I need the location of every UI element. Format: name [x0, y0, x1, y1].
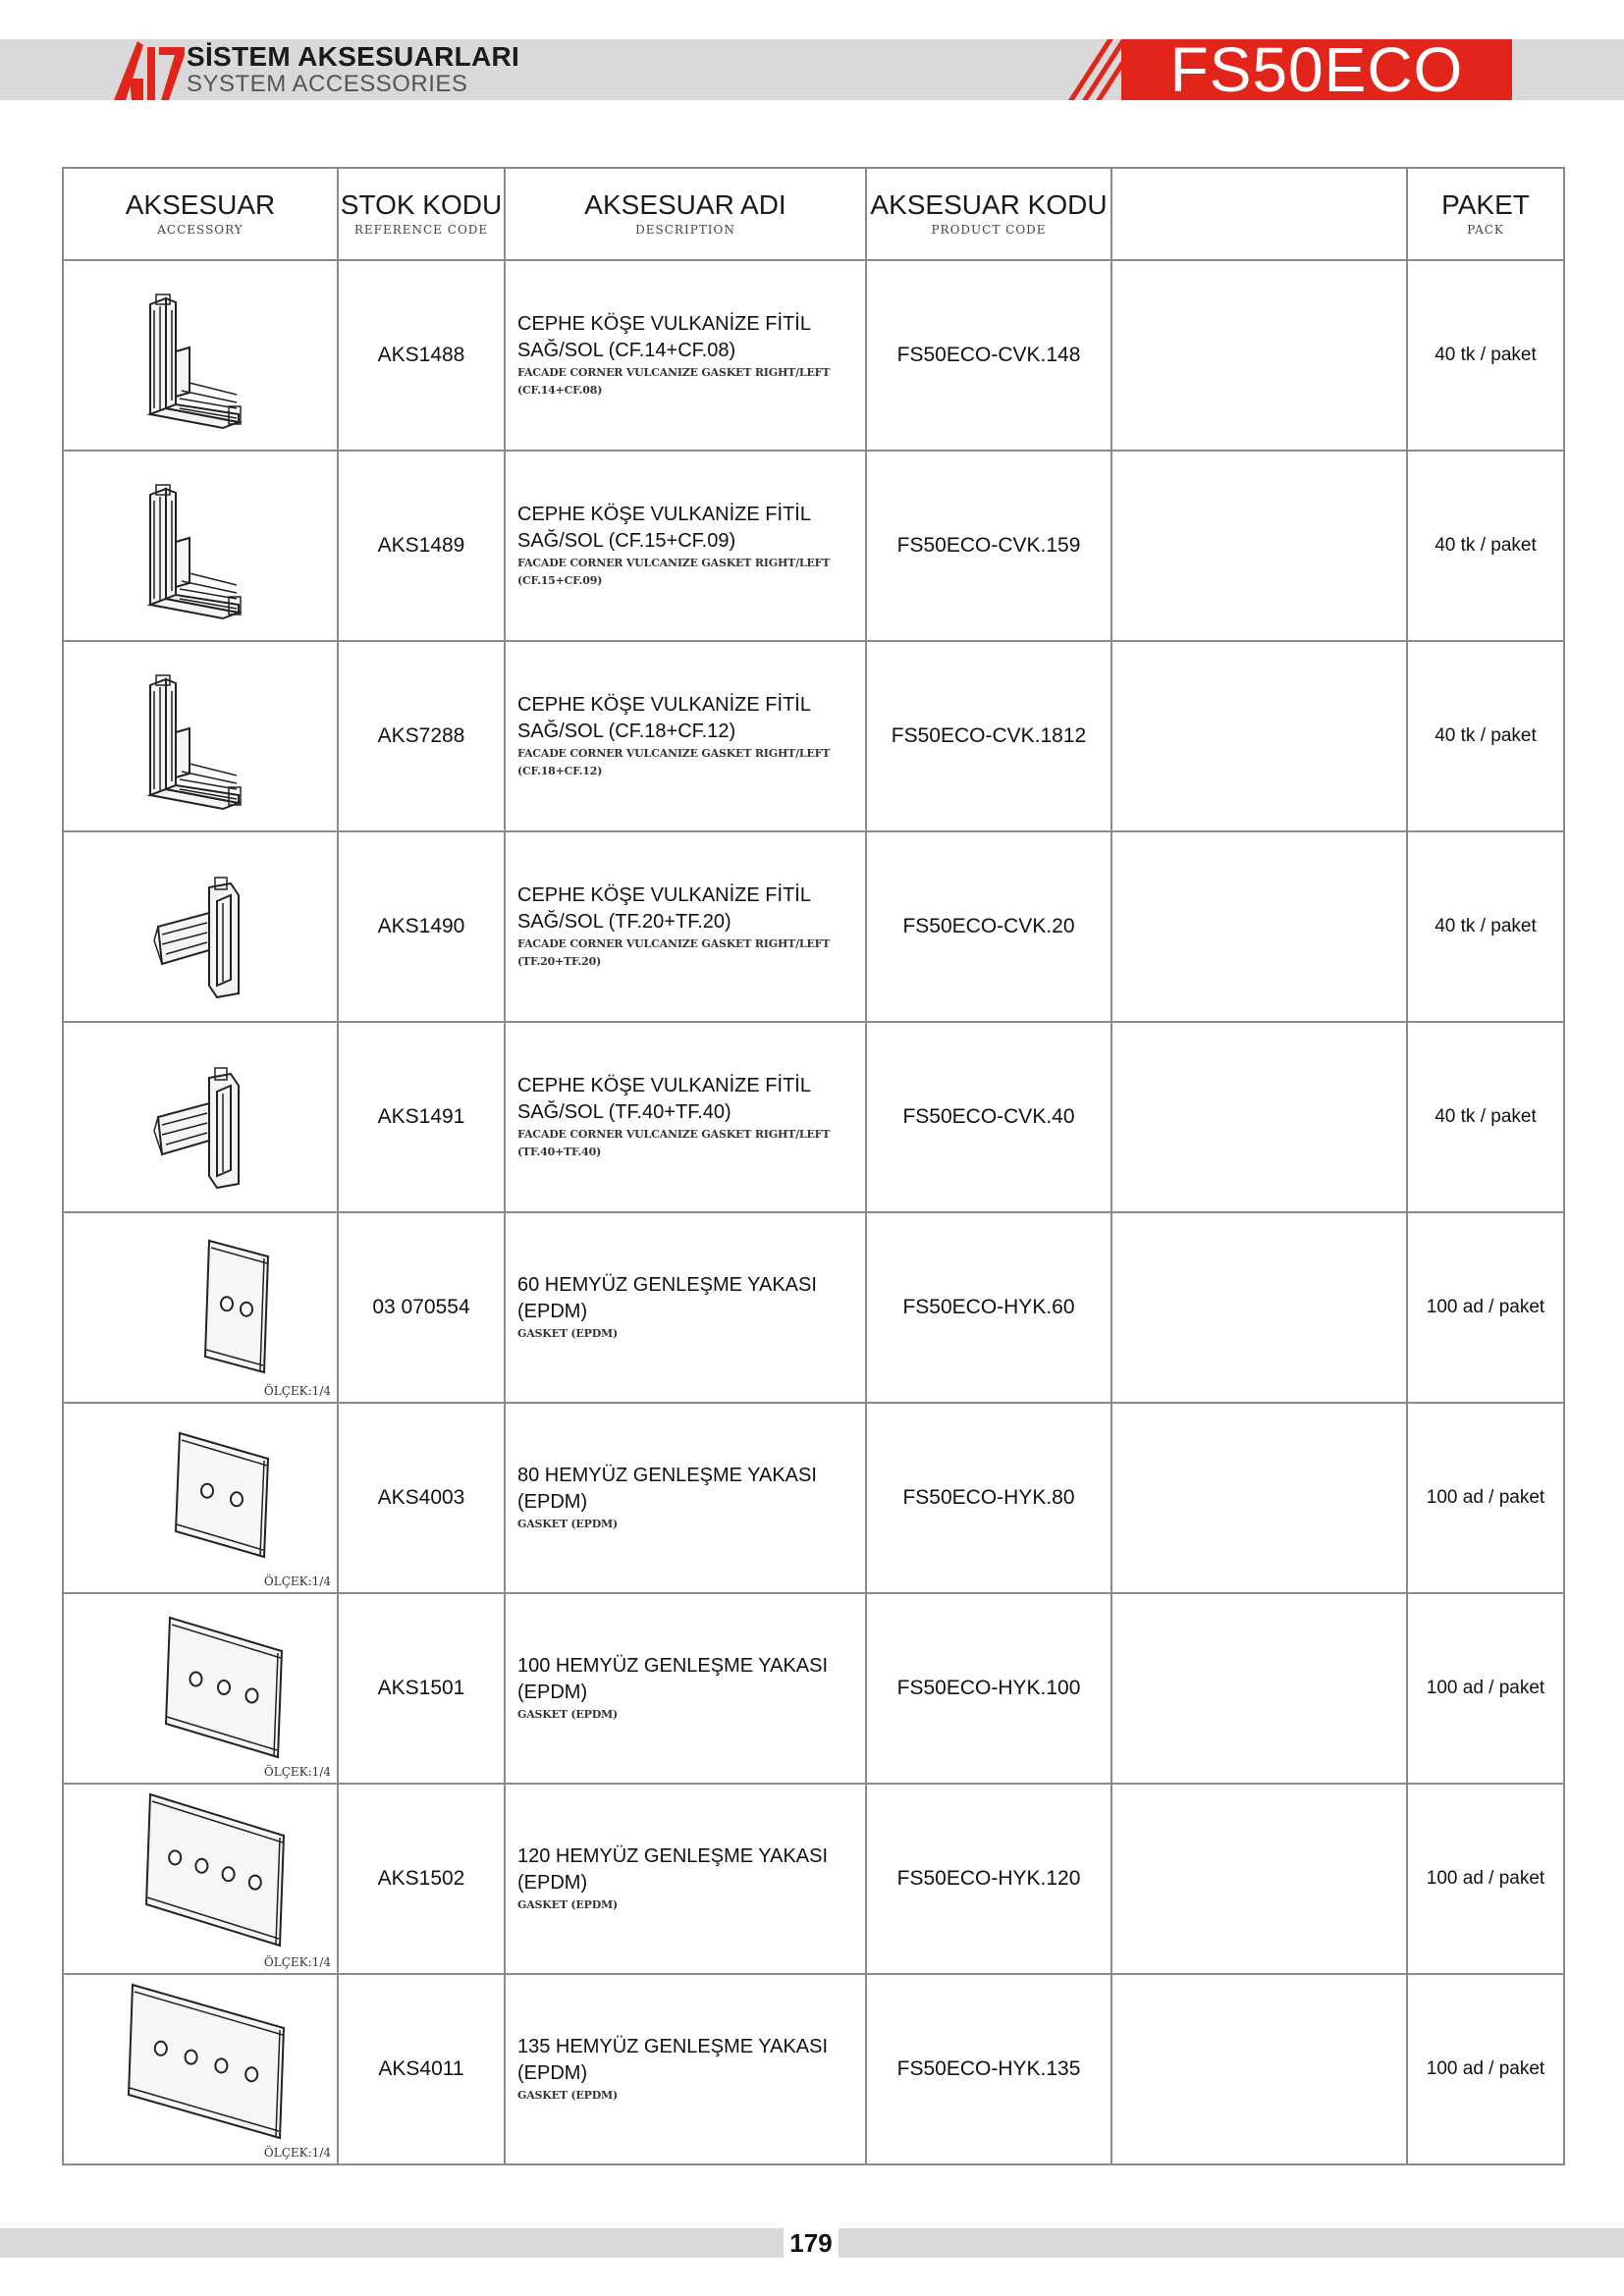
stock-code: AKS1488	[338, 260, 505, 451]
pack-quantity: 40 tk / paket	[1407, 831, 1564, 1022]
table-row	[63, 1974, 1564, 2164]
product-code: FS50ECO-CVK.40	[866, 1022, 1111, 1212]
description-en-line1: FACADE CORNER VULCANIZE GASKET RIGHT/LEFT	[517, 557, 831, 569]
accessory-image-cell	[63, 1022, 338, 1212]
description-en-line2: (CF.15+CF.09)	[517, 574, 603, 587]
corner-gasket-drawing-icon	[64, 261, 339, 450]
description-tr-line1: CEPHE KÖŞE VULKANİZE FİTİL	[517, 884, 811, 906]
stock-code: AKS4003	[338, 1403, 505, 1593]
product-code: FS50ECO-HYK.135	[866, 1974, 1111, 2164]
expansion-gasket-drawing-icon	[64, 1213, 339, 1402]
pack-quantity: 100 ad / paket	[1407, 1974, 1564, 2164]
description-tr-line1: 135 HEMYÜZ GENLEŞME YAKASI	[517, 2036, 829, 2057]
pack-quantity: 100 ad / paket	[1407, 1403, 1564, 1593]
blank-cell	[1111, 641, 1407, 831]
table-row	[63, 451, 1564, 641]
blank-cell	[1111, 451, 1407, 641]
expansion-gasket-drawing-icon	[64, 1785, 339, 1973]
table-row	[63, 1022, 1564, 1212]
description-tr-line1: CEPHE KÖŞE VULKANİZE FİTİL	[517, 1075, 811, 1096]
col-pack-en: PACK	[1467, 223, 1504, 237]
col-accessory-en: ACCESSORY	[157, 223, 244, 237]
description-en-line2: (CF.18+CF.12)	[517, 765, 603, 777]
blank-cell	[1111, 1022, 1407, 1212]
description-tr-line2: SAĞ/SOL (TF.20+TF.20)	[517, 911, 731, 933]
accessory-image-cell	[63, 451, 338, 641]
col-stock-code-tr: STOK KODU	[340, 189, 503, 220]
accessory-description	[505, 831, 866, 1022]
table-row	[63, 260, 1564, 451]
blank-cell	[1111, 1784, 1407, 1974]
accessory-description	[505, 1974, 866, 2164]
description-tr-line1: 80 HEMYÜZ GENLEŞME YAKASI	[517, 1465, 817, 1486]
description-tr-line2: (EPDM)	[517, 1301, 588, 1322]
description-en-line1: GASKET (EPDM)	[517, 1327, 619, 1340]
blank-cell	[1111, 1212, 1407, 1403]
expansion-gasket-drawing-icon	[64, 1975, 339, 2163]
corner-gasket-drawing-icon	[64, 1023, 339, 1211]
description-en-line1: GASKET (EPDM)	[517, 1708, 619, 1721]
series-label: FS50ECO	[1121, 39, 1512, 100]
blank-cell	[1111, 1403, 1407, 1593]
stock-code: AKS1490	[338, 831, 505, 1022]
accessory-image-cell	[63, 1593, 338, 1784]
description-en-line1: FACADE CORNER VULCANIZE GASKET RIGHT/LEFT	[517, 366, 831, 379]
corner-gasket-drawing-icon	[64, 832, 339, 1021]
col-stock-code	[338, 168, 505, 260]
table-header-row	[63, 168, 1564, 260]
description-en-line1: GASKET (EPDM)	[517, 1518, 619, 1530]
accessory-image-cell	[63, 1212, 338, 1403]
description-tr-line1: 100 HEMYÜZ GENLEŞME YAKASI	[517, 1655, 829, 1677]
expansion-gasket-drawing-icon	[64, 1404, 339, 1592]
pack-quantity: 100 ad / paket	[1407, 1784, 1564, 1974]
col-name-tr: AKSESUAR ADI	[584, 189, 786, 220]
header-title: SİSTEM AKSESUARLARI	[187, 41, 520, 72]
accessory-image-cell	[63, 641, 338, 831]
description-en-line1: FACADE CORNER VULCANIZE GASKET RIGHT/LEFT	[517, 747, 831, 760]
product-code: FS50ECO-CVK.1812	[866, 641, 1111, 831]
col-name-en: DESCRIPTION	[635, 223, 735, 237]
pack-quantity: 40 tk / paket	[1407, 1022, 1564, 1212]
stock-code: AKS1491	[338, 1022, 505, 1212]
accessory-table	[62, 167, 1565, 2165]
blank-cell	[1111, 1593, 1407, 1784]
table-row	[63, 1212, 1564, 1403]
product-code: FS50ECO-CVK.148	[866, 260, 1111, 451]
pack-quantity: 40 tk / paket	[1407, 260, 1564, 451]
description-en-line1: FACADE CORNER VULCANIZE GASKET RIGHT/LEFT	[517, 1128, 831, 1141]
accessory-description	[505, 260, 866, 451]
description-tr-line1: CEPHE KÖŞE VULKANİZE FİTİL	[517, 694, 811, 716]
scale-label: ÖLÇEK:1/4	[263, 2146, 331, 2160]
accessory-description	[505, 1403, 866, 1593]
description-tr-line2: SAĞ/SOL (CF.15+CF.09)	[517, 530, 736, 552]
accessory-description	[505, 1022, 866, 1212]
col-stock-code-en: REFERENCE CODE	[353, 223, 489, 237]
stock-code: AKS1501	[338, 1593, 505, 1784]
accessory-description	[505, 641, 866, 831]
product-code: FS50ECO-CVK.20	[866, 831, 1111, 1022]
pack-quantity: 40 tk / paket	[1407, 451, 1564, 641]
header-subtitle: SYSTEM ACCESSORIES	[187, 71, 468, 97]
accessory-description	[505, 1212, 866, 1403]
stock-code: AKS7288	[338, 641, 505, 831]
product-code: FS50ECO-HYK.60	[866, 1212, 1111, 1403]
col-blank	[1111, 168, 1407, 260]
pack-quantity: 40 tk / paket	[1407, 641, 1564, 831]
scale-label: ÖLÇEK:1/4	[263, 1765, 331, 1779]
blank-cell	[1111, 1974, 1407, 2164]
description-en-line2: (TF.20+TF.20)	[517, 955, 602, 968]
accessory-image-cell	[63, 1784, 338, 1974]
pack-quantity: 100 ad / paket	[1407, 1212, 1564, 1403]
table-row	[63, 1403, 1564, 1593]
stock-code: 03 070554	[338, 1212, 505, 1403]
description-en-line2: (TF.40+TF.40)	[517, 1146, 602, 1158]
col-pack	[1407, 168, 1564, 260]
pack-quantity: 100 ad / paket	[1407, 1593, 1564, 1784]
table-row	[63, 641, 1564, 831]
corner-gasket-drawing-icon	[64, 642, 339, 830]
product-code: FS50ECO-CVK.159	[866, 451, 1111, 641]
page-number: 179	[784, 2228, 839, 2258]
description-en-line1: GASKET (EPDM)	[517, 1898, 619, 1911]
description-tr-line2: SAĞ/SOL (CF.18+CF.12)	[517, 721, 736, 742]
description-tr-line2: (EPDM)	[517, 1682, 588, 1703]
col-accessory-tr: AKSESUAR	[125, 189, 276, 220]
scale-label: ÖLÇEK:1/4	[263, 1384, 331, 1398]
description-tr-line2: (EPDM)	[517, 1872, 588, 1894]
description-en-line2: (CF.14+CF.08)	[517, 384, 603, 397]
accessory-image-cell	[63, 831, 338, 1022]
accessory-description	[505, 451, 866, 641]
description-tr-line2: (EPDM)	[517, 2062, 588, 2084]
corner-gasket-drawing-icon	[64, 452, 339, 640]
accessory-image-cell	[63, 1403, 338, 1593]
table-row	[63, 1784, 1564, 1974]
table-row	[63, 1593, 1564, 1784]
blank-cell	[1111, 831, 1407, 1022]
company-logo-icon	[110, 39, 185, 100]
accessory-image-cell	[63, 260, 338, 451]
col-product-code-en: PRODUCT CODE	[931, 223, 1047, 237]
scale-label: ÖLÇEK:1/4	[263, 1575, 331, 1588]
col-product-code	[866, 168, 1111, 260]
description-tr-line1: 60 HEMYÜZ GENLEŞME YAKASI	[517, 1274, 817, 1296]
product-code: FS50ECO-HYK.80	[866, 1403, 1111, 1593]
col-name	[505, 168, 866, 260]
table-row	[63, 831, 1564, 1022]
stock-code: AKS1489	[338, 451, 505, 641]
description-tr-line1: CEPHE KÖŞE VULKANİZE FİTİL	[517, 504, 811, 525]
stock-code: AKS1502	[338, 1784, 505, 1974]
description-en-line1: GASKET (EPDM)	[517, 2089, 619, 2102]
accessory-description	[505, 1593, 866, 1784]
accessory-image-cell	[63, 1974, 338, 2164]
description-tr-line1: CEPHE KÖŞE VULKANİZE FİTİL	[517, 313, 811, 335]
description-tr-line1: 120 HEMYÜZ GENLEŞME YAKASI	[517, 1845, 829, 1867]
expansion-gasket-drawing-icon	[64, 1594, 339, 1783]
stock-code: AKS4011	[338, 1974, 505, 2164]
description-en-line1: FACADE CORNER VULCANIZE GASKET RIGHT/LEFT	[517, 937, 831, 950]
col-accessory	[63, 168, 338, 260]
description-tr-line2: SAĞ/SOL (TF.40+TF.40)	[517, 1101, 731, 1123]
product-code: FS50ECO-HYK.120	[866, 1784, 1111, 1974]
col-pack-tr: PAKET	[1441, 189, 1530, 220]
description-tr-line2: (EPDM)	[517, 1491, 588, 1513]
description-tr-line2: SAĞ/SOL (CF.14+CF.08)	[517, 340, 736, 361]
blank-cell	[1111, 260, 1407, 451]
accessory-description	[505, 1784, 866, 1974]
product-code: FS50ECO-HYK.100	[866, 1593, 1111, 1784]
col-product-code-tr: AKSESUAR KODU	[870, 189, 1108, 220]
scale-label: ÖLÇEK:1/4	[263, 1955, 331, 1969]
